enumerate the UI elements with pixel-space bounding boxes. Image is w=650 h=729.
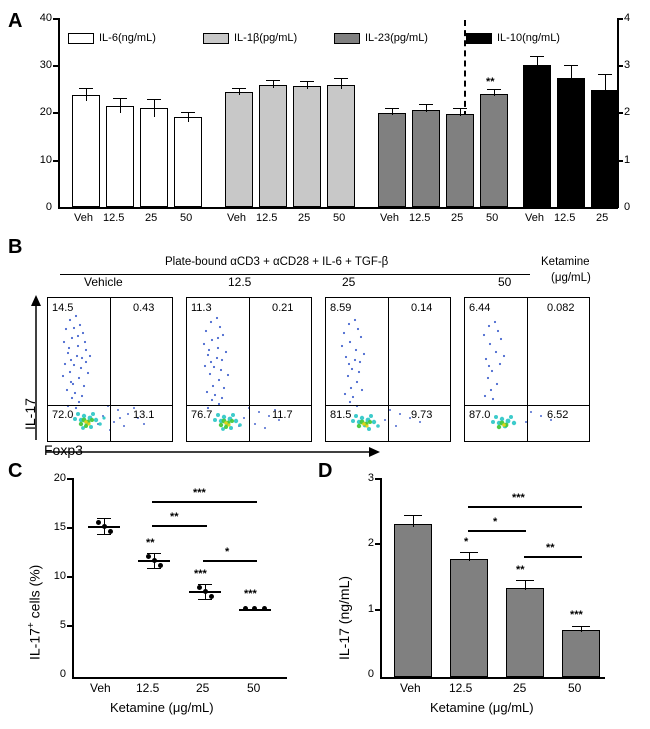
errorbar-il1b-12.5 xyxy=(273,80,274,88)
flow-gate-horizontal-vehicle xyxy=(48,405,172,406)
panel-c-xtick-25: 25 xyxy=(196,681,210,695)
errorbar-il6-50 xyxy=(188,112,189,122)
comparison-star-c-25-50: * xyxy=(225,546,230,558)
quadrant-ul-vehicle: 14.5 xyxy=(52,302,74,314)
panel-d-xtick-veh: Veh xyxy=(400,681,421,695)
legend-label-il1b: IL-1β(pg/mL) xyxy=(234,32,298,44)
bar-d-veh xyxy=(394,524,432,677)
legend-swatch-il6 xyxy=(68,33,94,44)
comparison-star-d-12.5-50: *** xyxy=(512,492,525,504)
comparison-line-d-12.5-25 xyxy=(468,530,526,532)
errorbar-cap xyxy=(404,515,422,516)
panel-b-y-label: IL-17 xyxy=(22,398,38,430)
quadrant-ul-25: 8.59 xyxy=(330,302,352,314)
significance-d-50: *** xyxy=(570,609,583,621)
quadrant-ll-25: 81.5 xyxy=(330,409,352,421)
tick-mark xyxy=(67,478,72,480)
comparison-star-c-12.5-50: *** xyxy=(193,487,206,499)
data-point xyxy=(146,554,151,559)
quadrant-ul-50: 6.44 xyxy=(469,302,491,314)
panel-c-ytick-20: 20 xyxy=(53,472,66,484)
panel-a-ytick-right: 3 xyxy=(624,59,631,71)
bar-il10-12.5 xyxy=(557,78,585,207)
bar-il23-12.5 xyxy=(412,110,440,207)
data-point xyxy=(252,606,257,611)
legend-label-il10: IL-10(ng/mL) xyxy=(497,32,560,44)
panel-c-xtick-12.5: 12.5 xyxy=(136,681,160,695)
panel-c-x-axis xyxy=(72,677,287,679)
panel-c-ytick-15: 15 xyxy=(53,521,66,533)
flow-plot-title-50: 50 xyxy=(498,275,512,289)
significance-il23-50: ** xyxy=(486,76,495,88)
panel-letter-a: A xyxy=(8,10,23,32)
flow-gate-horizontal-50 xyxy=(465,405,589,406)
quadrant-ur-12.5: 0.21 xyxy=(272,302,294,314)
quadrant-lr-25: 9.73 xyxy=(411,409,433,421)
errorbar-cap xyxy=(572,626,590,627)
panel-d-xtick-12.5: 12.5 xyxy=(449,681,473,695)
legend-label-il23: IL-23(pg/mL) xyxy=(365,32,428,44)
bar-il23-veh xyxy=(378,113,406,207)
comparison-star-d-12.5-25: * xyxy=(493,516,498,528)
significance-c-12.5: ** xyxy=(146,537,155,549)
panel-a-xtick: Veh xyxy=(525,212,544,224)
errorbar-d-veh xyxy=(413,515,414,527)
bar-il6-50 xyxy=(174,117,202,207)
bar-il10-50 xyxy=(591,90,593,92)
errorbar-25 xyxy=(205,584,206,599)
panel-a-y-axis xyxy=(58,18,60,208)
quadrant-ur-vehicle: 0.43 xyxy=(133,302,155,314)
flow-gate-vertical-vehicle xyxy=(110,298,111,441)
tick-mark xyxy=(618,65,623,67)
tick-mark xyxy=(53,65,58,67)
bar-il6-25 xyxy=(140,108,168,207)
panel-letter-c: C xyxy=(8,460,23,482)
errorbar-il1b-25 xyxy=(307,81,308,89)
bar-d-25 xyxy=(506,588,544,677)
panel-d-x-label: Ketamine (μg/mL) xyxy=(430,700,534,715)
panel-a-xtick: 50 xyxy=(333,212,346,224)
tick-mark xyxy=(375,478,380,480)
bar-il23-50 xyxy=(480,94,508,207)
errorbar-il10-veh xyxy=(537,56,538,67)
errorbar-cap xyxy=(113,98,127,99)
panel-c-ytick-0: 0 xyxy=(59,668,66,680)
bar-il23-25 xyxy=(446,114,474,207)
panel-b-header-rule xyxy=(60,274,530,275)
data-point xyxy=(243,606,248,611)
errorbar-d-12.5 xyxy=(469,552,470,561)
errorbar-il6-12.5 xyxy=(120,98,121,113)
bar-il6-12.5 xyxy=(106,106,134,207)
panel-a-xtick: Veh xyxy=(380,212,399,224)
errorbar-cap xyxy=(147,99,161,100)
quadrant-ll-50: 87.0 xyxy=(469,409,491,421)
comparison-star-d-25-50: ** xyxy=(546,542,555,554)
bar-il1b-25 xyxy=(293,86,321,207)
tick-mark xyxy=(67,625,72,627)
panel-a-xtick: 50 xyxy=(486,212,499,224)
errorbar-cap xyxy=(181,112,195,113)
errorbar-cap xyxy=(453,108,467,109)
errorbar-il1b-veh xyxy=(239,88,240,95)
panel-a-ytick: 0 xyxy=(45,201,52,213)
panel-a-x-axis xyxy=(58,207,618,209)
legend-swatch-il1b xyxy=(203,33,229,44)
comparison-line-c-12.5-25 xyxy=(152,525,207,527)
errorbar-cap xyxy=(97,534,111,535)
panel-a-xtick: 12.5 xyxy=(103,212,125,224)
panel-c-xtick-50: 50 xyxy=(247,681,261,695)
errorbar-il6-25 xyxy=(154,99,155,117)
errorbar-cap xyxy=(598,74,612,75)
panel-a-ytick: 30 xyxy=(39,59,52,71)
panel-a-xtick: 25 xyxy=(145,212,158,224)
errorbar-il23-50 xyxy=(494,89,495,96)
flow-plot-title-12.5: 12.5 xyxy=(228,275,252,289)
errorbar-cap xyxy=(300,81,314,82)
bar-il1b-50 xyxy=(327,85,355,207)
tick-mark xyxy=(375,543,380,545)
panel-d-y-axis xyxy=(380,478,382,678)
errorbar-cap xyxy=(460,552,478,553)
quadrant-lr-12.5: 11.7 xyxy=(272,409,293,421)
legend-swatch-il23 xyxy=(334,33,360,44)
quadrant-ll-vehicle: 72.0 xyxy=(52,409,74,421)
errorbar-veh xyxy=(104,518,105,534)
errorbar-il6-veh xyxy=(86,88,87,101)
panel-d-x-axis xyxy=(380,677,605,679)
comparison-star-c-12.5-25: ** xyxy=(170,511,179,523)
flow-gate-horizontal-25 xyxy=(326,405,450,406)
errorbar-il1b-50 xyxy=(341,78,342,89)
quadrant-ul-12.5: 11.3 xyxy=(191,302,212,314)
errorbar-cap xyxy=(530,56,544,57)
errorbar-cap xyxy=(516,580,534,581)
comparison-line-c-12.5-50 xyxy=(152,501,257,503)
flow-gate-vertical-25 xyxy=(388,298,389,441)
panel-c-ytick-10: 10 xyxy=(53,570,66,582)
panel-b-right-label-line1: Ketamine xyxy=(541,256,590,268)
panel-a-ytick: 10 xyxy=(39,154,52,166)
tick-mark xyxy=(375,609,380,611)
panel-a-ytick-right: 4 xyxy=(624,12,631,24)
errorbar-cap xyxy=(147,553,161,554)
panel-a-xtick: 12.5 xyxy=(409,212,431,224)
comparison-line-d-12.5-50 xyxy=(468,506,582,508)
errorbar-cap xyxy=(564,65,578,66)
errorbar-cap xyxy=(266,80,280,81)
errorbar-cap xyxy=(232,88,246,89)
panel-a-xtick: 25 xyxy=(298,212,311,224)
bar-il10-25 xyxy=(591,90,619,207)
panel-d-xtick-25: 25 xyxy=(513,681,527,695)
panel-a-ytick: 20 xyxy=(39,106,52,118)
panel-a-xtick: 50 xyxy=(180,212,193,224)
panel-a-ytick: 40 xyxy=(39,12,52,24)
quadrant-ll-12.5: 76.7 xyxy=(191,409,213,421)
tick-mark xyxy=(53,18,58,20)
errorbar-cap xyxy=(385,108,399,109)
errorbar-cap xyxy=(334,78,348,79)
panel-d-ytick-0: 0 xyxy=(367,668,374,680)
errorbar-cap xyxy=(147,568,161,569)
quadrant-ur-50: 0.082 xyxy=(547,302,575,314)
flow-plot-title-25: 25 xyxy=(342,275,356,289)
panel-c-xtick-veh: Veh xyxy=(90,681,111,695)
panel-a-xtick: 12.5 xyxy=(256,212,278,224)
errorbar-cap xyxy=(419,104,433,105)
errorbar-il10-25 xyxy=(605,74,606,92)
bar-il6-veh xyxy=(72,95,100,207)
tick-mark xyxy=(53,112,58,114)
flow-plot-title-vehicle: Vehicle xyxy=(84,275,123,289)
panel-c-y-axis xyxy=(72,478,74,678)
errorbar-il23-12.5 xyxy=(426,104,427,112)
panel-b-right-label-line2: (μg/mL) xyxy=(551,272,591,284)
errorbar-cap xyxy=(487,89,501,90)
panel-a-xtick: 12.5 xyxy=(554,212,576,224)
bar-d-50 xyxy=(562,630,600,677)
quadrant-lr-50: 6.52 xyxy=(547,409,569,421)
errorbar-12.5 xyxy=(154,553,155,568)
panel-c-y-label: IL-17+ cells (%) xyxy=(26,564,43,660)
panel-a-xtick: 25 xyxy=(451,212,464,224)
bar-d-12.5 xyxy=(450,559,488,677)
panel-letter-d: D xyxy=(318,460,333,482)
legend-label-il6: IL-6(ng/mL) xyxy=(99,32,156,44)
significance-c-50: *** xyxy=(244,588,257,600)
panel-d-y-label: IL-17 (ng/mL) xyxy=(336,575,352,660)
tick-mark xyxy=(53,160,58,162)
panel-letter-b: B xyxy=(8,236,23,258)
significance-d-12.5: * xyxy=(464,536,469,548)
data-point xyxy=(262,606,267,611)
panel-a-ytick-right: 2 xyxy=(624,106,631,118)
panel-c-x-label: Ketamine (μg/mL) xyxy=(110,700,214,715)
flow-gate-horizontal-12.5 xyxy=(187,405,311,406)
panel-a-xtick: Veh xyxy=(227,212,246,224)
flow-gate-vertical-50 xyxy=(527,298,528,441)
bar-il1b-12.5 xyxy=(259,85,287,207)
panel-a-ytick-right: 1 xyxy=(624,154,631,166)
errorbar-cap xyxy=(79,88,93,89)
panel-b-header: Plate-bound αCD3 + αCD28 + IL-6 + TGF-β xyxy=(165,256,389,268)
tick-mark xyxy=(67,527,72,529)
panel-d-ytick-2: 2 xyxy=(367,537,374,549)
quadrant-ur-25: 0.14 xyxy=(411,302,433,314)
errorbar-d-25 xyxy=(525,580,526,590)
panel-b-x-label: Foxp3 xyxy=(44,442,83,458)
comparison-line-c-25-50 xyxy=(203,560,257,562)
significance-d-25: ** xyxy=(516,564,525,576)
panel-d-xtick-50: 50 xyxy=(568,681,582,695)
comparison-line-d-25-50 xyxy=(524,556,582,558)
errorbar-il10-12.5 xyxy=(571,65,572,80)
errorbar-il23-25 xyxy=(460,108,461,116)
panel-d-ytick-3: 3 xyxy=(367,472,374,484)
errorbar-cap xyxy=(198,599,212,600)
panel-a-xtick: 25 xyxy=(596,212,609,224)
panel-a-ytick-right: 0 xyxy=(624,201,631,213)
bar-il10-veh xyxy=(523,65,551,207)
panel-c-ytick-5: 5 xyxy=(59,619,66,631)
tick-mark xyxy=(67,576,72,578)
data-point xyxy=(96,520,101,525)
panel-d-ytick-1: 1 xyxy=(367,603,374,615)
significance-c-25: *** xyxy=(194,568,207,580)
data-point xyxy=(197,585,202,590)
tick-mark xyxy=(618,18,623,20)
errorbar-cap xyxy=(198,584,212,585)
flow-gate-vertical-12.5 xyxy=(249,298,250,441)
quadrant-lr-vehicle: 13.1 xyxy=(133,409,155,421)
bar-il1b-veh xyxy=(225,92,253,207)
errorbar-cap xyxy=(97,518,111,519)
panel-a-xtick: Veh xyxy=(74,212,93,224)
errorbar-il23-veh xyxy=(392,108,393,115)
legend-swatch-il10 xyxy=(466,33,492,44)
